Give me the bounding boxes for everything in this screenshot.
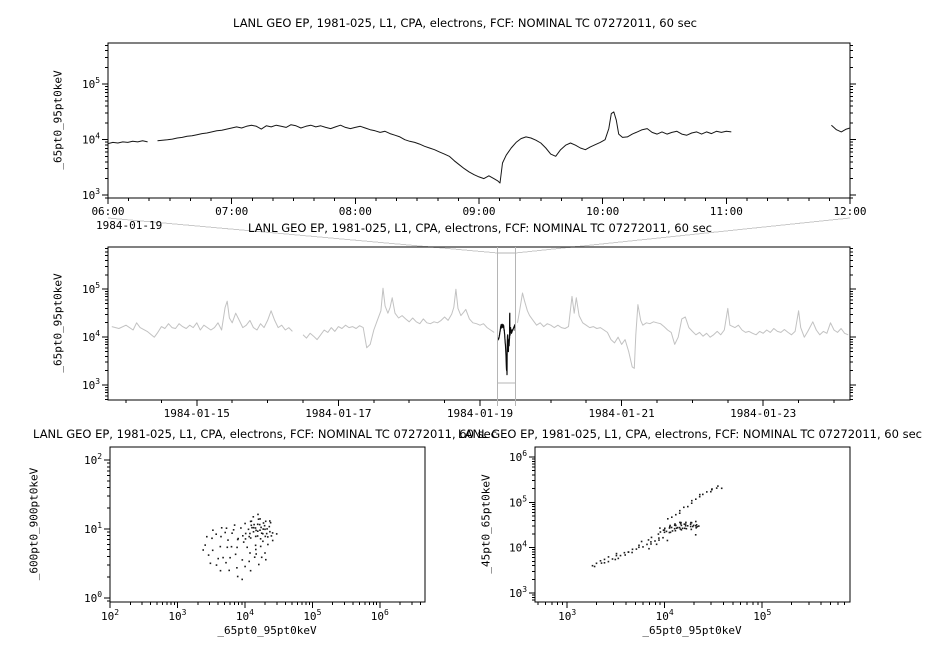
svg-text:1984-01-17: 1984-01-17	[305, 407, 372, 420]
svg-text:1984-01-15: 1984-01-15	[163, 407, 230, 420]
svg-text:103: $10^3$	[168, 608, 187, 623]
scatter-left-x-axis-label: _65pt0_95pt0keV	[217, 624, 317, 637]
svg-text:07:00: 07:00	[215, 205, 249, 218]
svg-text:104: $10^4$	[82, 131, 101, 147]
svg-text:102: $10^2$	[100, 608, 120, 623]
svg-text:103: $10^3$	[82, 377, 101, 393]
scatter-right-x-axis-label: _65pt0_95pt0keV	[642, 624, 742, 637]
scatter-left-y-axis-label: _600pt0_900pt0keV	[27, 467, 41, 581]
svg-text:103: $10^3$	[558, 608, 577, 623]
svg-text:103: $10^3$	[82, 187, 101, 203]
svg-text:102: $10^2$	[84, 452, 103, 468]
detail-panel-title: LANL GEO EP, 1981-025, L1, CPA, electrons, FCF: NOMINAL TC 07272011, 60 sec	[233, 16, 697, 30]
svg-text:101: $10^1$	[84, 520, 103, 536]
scatter-panel-45-65[interactable]	[509, 447, 850, 623]
svg-text:106: $10^6$	[509, 448, 528, 464]
svg-text:1984-01-21: 1984-01-21	[588, 407, 655, 420]
svg-text:104: $10^4$	[235, 608, 254, 623]
svg-text:1984-01-19: 1984-01-19	[446, 407, 514, 420]
scatter-left-title: LANL GEO EP, 1981-025, L1, CPA, electrons, FCF: NOMINAL TC 07272011, 60 sec	[33, 427, 497, 441]
svg-text:104: $10^4$	[509, 539, 528, 555]
svg-text:10:00: 10:00	[586, 205, 620, 218]
svg-text:11:00: 11:00	[709, 205, 743, 218]
detail-timeseries-panel[interactable]	[82, 43, 867, 218]
svg-text:104: $10^4$	[655, 608, 674, 623]
scatter-panel-600-900[interactable]	[84, 447, 425, 623]
svg-text:105: $10^5$	[509, 494, 528, 510]
svg-text:06:00: 06:00	[91, 205, 125, 218]
svg-text:1984-01-23: 1984-01-23	[730, 407, 797, 420]
svg-text:08:00: 08:00	[338, 205, 372, 218]
svg-text:103: $10^3$	[509, 584, 528, 600]
context-timeseries-panel[interactable]	[82, 247, 856, 420]
svg-text:105: $10^5$	[303, 608, 322, 623]
scatter-right-y-axis-label: _45pt0_65pt0keV	[479, 474, 493, 574]
detail-y-axis-label: _65pt0_95pt0keV	[51, 70, 65, 170]
svg-text:09:00: 09:00	[462, 205, 496, 218]
context-y-axis-label: _65pt0_95pt0keV	[51, 273, 65, 373]
svg-text:105: $10^5$	[82, 281, 101, 297]
svg-text:104: $10^4$	[82, 329, 101, 345]
detail-context-date-label: 1984-01-19	[96, 219, 163, 232]
svg-text:105: $10^5$	[82, 76, 101, 92]
svg-text:100: $10^0$	[84, 589, 103, 605]
svg-text:106: $10^6$	[370, 608, 389, 623]
context-panel-title: LANL GEO EP, 1981-025, L1, CPA, electrons, FCF: NOMINAL TC 07272011, 60 sec	[248, 221, 712, 235]
scatter-right-title: LANL GEO EP, 1981-025, L1, CPA, electrons, FCF: NOMINAL TC 07272011, 60 sec	[458, 427, 922, 441]
svg-text:105: $10^5$	[753, 608, 772, 623]
svg-text:12:00: 12:00	[833, 205, 867, 218]
